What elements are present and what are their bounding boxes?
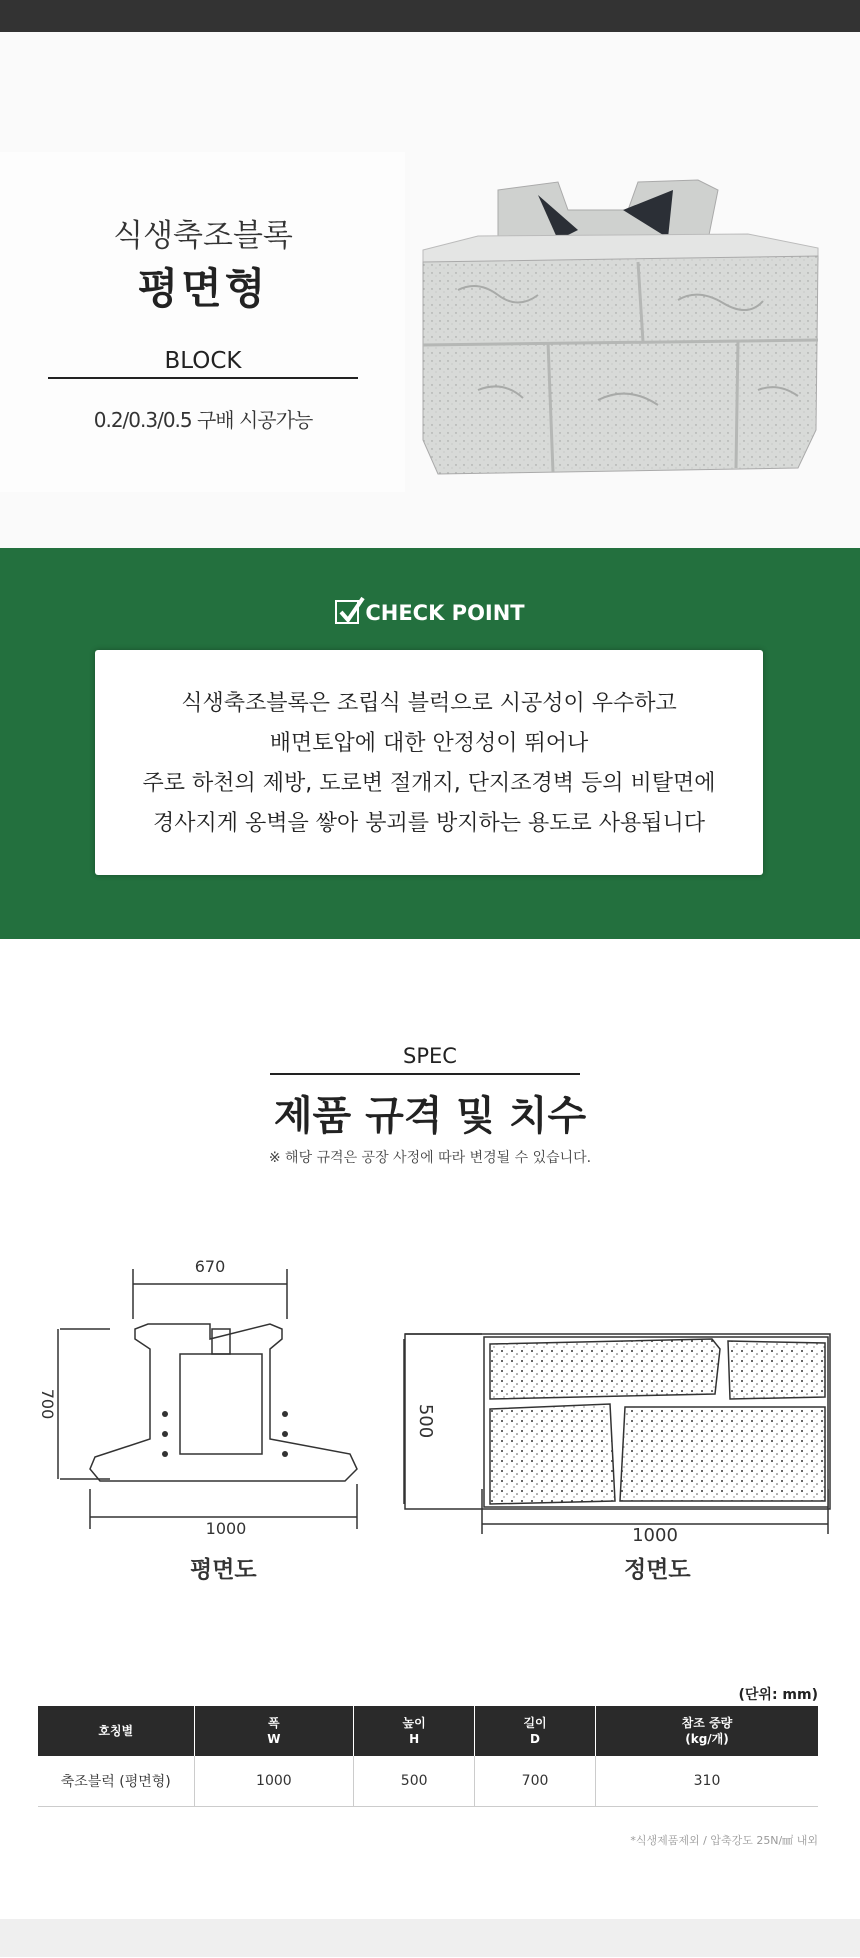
- front-width: 1000: [632, 1525, 678, 1546]
- spec-note: ※ 해당 규격은 공장 사정에 따라 변경될 수 있습니다.: [268, 1150, 592, 1166]
- dimension-drawing: [0, 1229, 860, 1649]
- spec-divider: [270, 1073, 580, 1075]
- check-point-box: [95, 650, 763, 875]
- table-header-row: [38, 1706, 818, 1756]
- header-name: 호칭별: [38, 1706, 194, 1756]
- table-footnote: *식생제품제외 / 압축강도 25N/㎟ 내외: [630, 1834, 818, 1847]
- unit-label: (단위: mm): [738, 1687, 818, 1703]
- check-point-heading: [0, 600, 860, 625]
- bottom-bar: [0, 1919, 860, 1957]
- spec-label-en: SPEC: [403, 1044, 457, 1068]
- cell-depth: 700: [475, 1756, 596, 1806]
- check-line-4: 경사지게 옹벽을 쌓아 붕괴를 방지하는 용도로 사용됩니다: [152, 811, 705, 836]
- top-bar: [0, 0, 860, 32]
- hero-title: 평면형: [137, 264, 269, 313]
- hero-subtitle: 식생축조블록: [113, 218, 293, 254]
- hero-text-panel: [0, 152, 405, 492]
- cell-weight: 310: [595, 1756, 818, 1806]
- check-line-1: 식생축조블록은 조립식 블럭으로 시공성이 우수하고: [181, 691, 677, 716]
- plan-width-bottom: 1000: [205, 1519, 247, 1538]
- cell-name: 축조블럭 (평면형): [38, 1756, 194, 1806]
- checkbox-icon: [335, 600, 359, 624]
- hero-divider: [48, 377, 358, 379]
- check-point-label: CHECK POINT: [365, 601, 525, 625]
- front-view-caption: 정면도: [624, 1557, 691, 1583]
- table-row: [38, 1756, 818, 1806]
- front-height: 500: [415, 1403, 436, 1439]
- hero-section: [0, 32, 860, 548]
- block-product-image: [398, 150, 838, 490]
- spec-table-section: [0, 1684, 860, 1957]
- cell-width: 1000: [194, 1756, 354, 1806]
- plan-height: 700: [38, 1388, 57, 1420]
- check-point-section: [0, 548, 860, 939]
- header-weight: 참조 중량 (kg/개): [595, 1706, 818, 1756]
- spec-section: [0, 939, 860, 1684]
- header-depth: 길이 D: [475, 1706, 596, 1756]
- spec-table: [38, 1706, 818, 1807]
- hero-description: 0.2/0.3/0.5 구배 시공가능: [93, 408, 313, 432]
- check-line-2: 배면토압에 대한 안정성이 뛰어나: [269, 731, 589, 756]
- plan-width-top: 670: [194, 1257, 226, 1276]
- plan-view-caption: 평면도: [190, 1557, 257, 1583]
- spec-title: 제품 규격 및 치수: [273, 1093, 587, 1139]
- header-width: 폭 W: [194, 1706, 354, 1756]
- header-height: 높이 H: [354, 1706, 475, 1756]
- hero-label-en: BLOCK: [164, 348, 242, 374]
- cell-height: 500: [354, 1756, 475, 1806]
- check-line-3: 주로 하천의 제방, 도로변 절개지, 단지조경벽 등의 비탈면에: [142, 771, 716, 796]
